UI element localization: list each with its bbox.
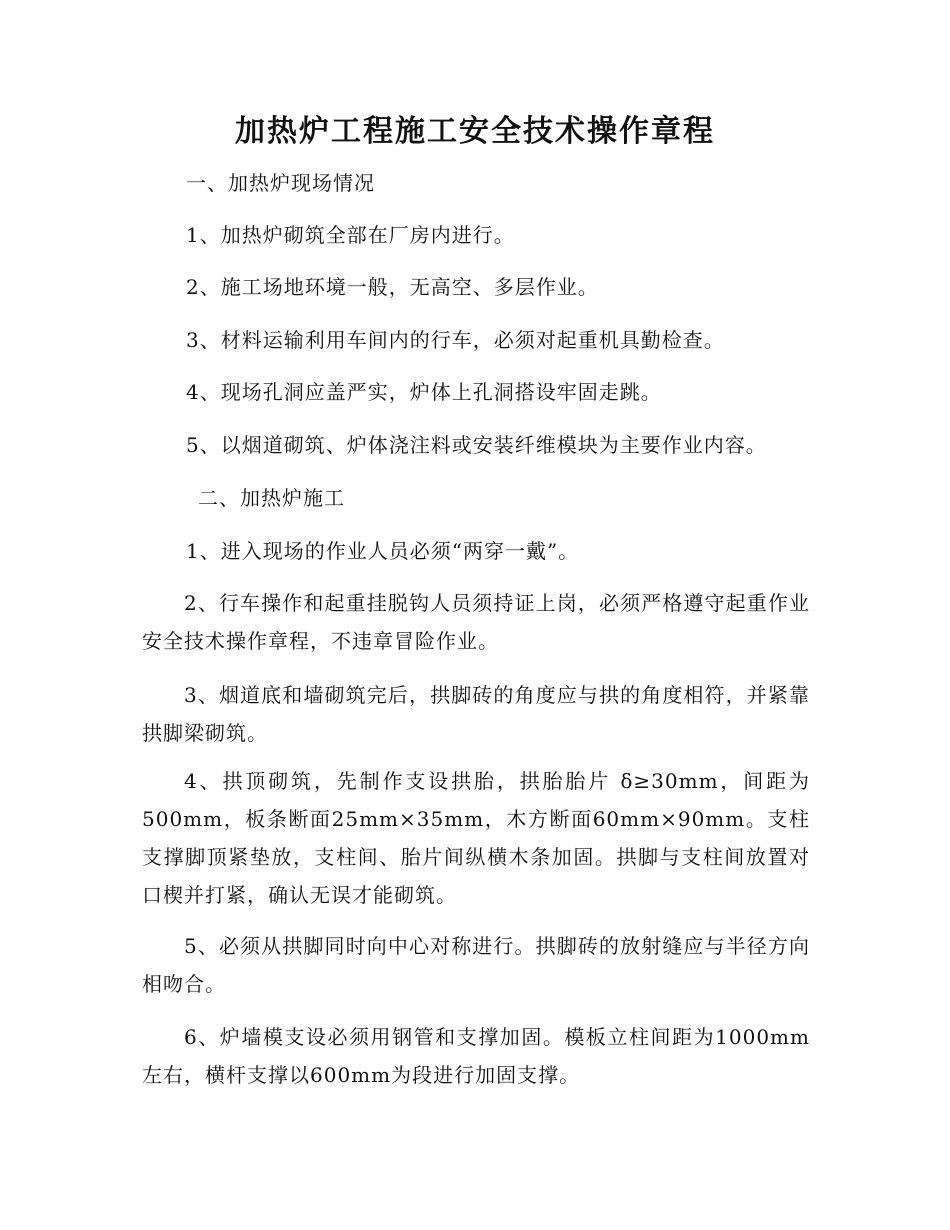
document-title: 加热炉工程施工安全技术操作章程 — [235, 114, 715, 149]
paragraph: 3、烟道底和墙砌筑完后，拱脚砖的角度应与拱的角度相符，并紧靠拱脚梁砌筑。 — [142, 683, 810, 745]
list-item: 4、现场孔洞应盖严实，炉体上孔洞搭设牢固走跳。 — [186, 380, 662, 404]
paragraph: 4、拱顶砌筑，先制作支设拱胎，拱胎胎片 δ≥30mm，间距为500mm，板条断面25mm×35mm，木方断面60mm×90mm。支柱支撑脚顶紧垫放，支柱间、胎片间纵横木条加固。拱脚与支柱间放置对口楔并打紧，确认无误才能砌筑。 — [142, 769, 810, 907]
list-item: 1、进入现场的作业人员必须“两穿一戴”。 — [186, 539, 580, 563]
paragraph: 2、行车操作和起重挂脱钩人员须持证上岗，必须严格遵守起重作业安全技术操作章程，不违章冒险作业。 — [142, 591, 810, 653]
list-item: 1、加热炉砌筑全部在厂房内进行。 — [186, 223, 515, 247]
paragraph: 6、炉墙模支设必须用钢管和支撑加固。模板立柱间距为1000mm左右，横杆支撑以600mm为段进行加固支撑。 — [142, 1025, 810, 1087]
paragraph: 5、必须从拱脚同时向中心对称进行。拱脚砖的放射缝应与半径方向相吻合。 — [142, 934, 810, 996]
list-item: 3、材料运输利用车间内的行车，必须对起重机具勤检查。 — [186, 328, 725, 352]
section-heading-2: 二、加热炉施工 — [198, 486, 345, 510]
list-item: 5、以烟道砌筑、炉体浇注料或安装纤维模块为主要作业内容。 — [186, 433, 767, 457]
list-item: 2、施工场地环境一般，无高空、多层作业。 — [186, 275, 599, 299]
section-heading-1: 一、加热炉现场情况 — [186, 171, 375, 195]
